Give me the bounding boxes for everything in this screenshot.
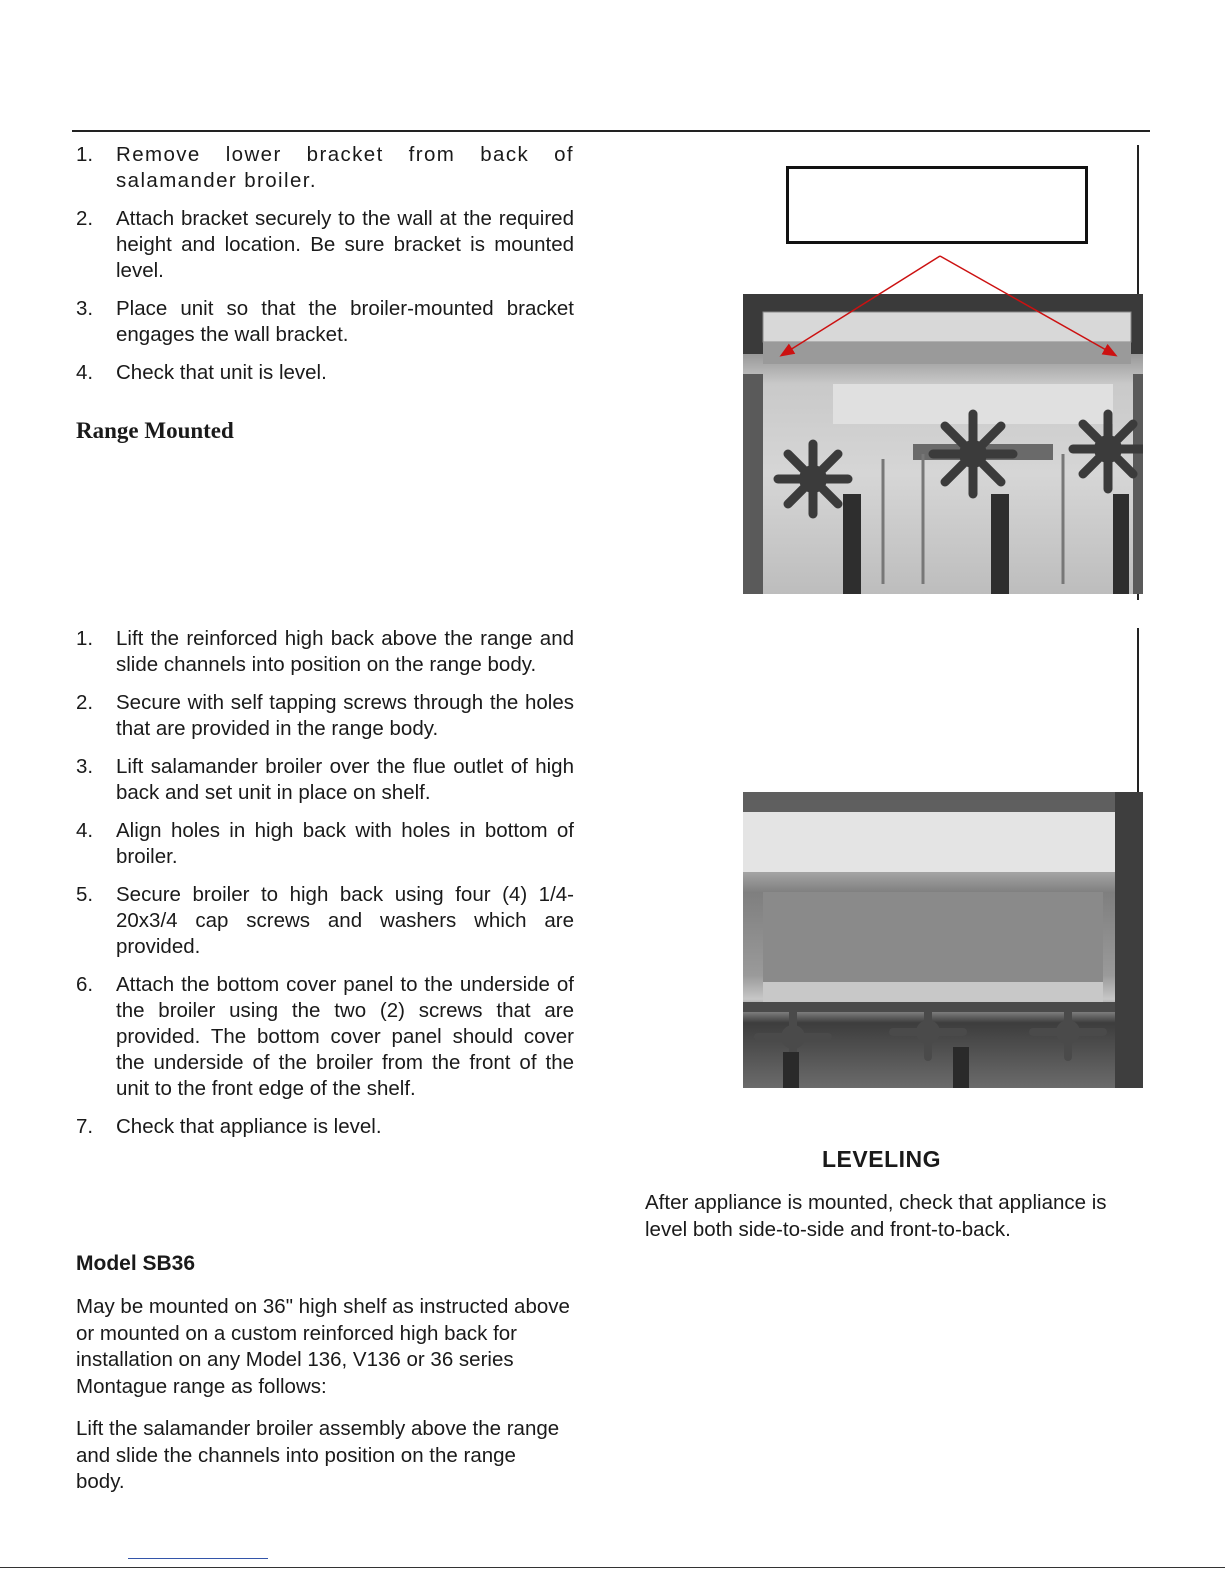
leveling-heading: LEVELING [822, 1146, 942, 1172]
range-step: 1. Lift the reinforced high back above the range and slide channels into position on the range body. [76, 627, 574, 676]
high-back-illustration [743, 792, 1143, 1088]
footer-link-rule [128, 1558, 268, 1559]
model-sb36-paragraph: Lift the salamander broiler assembly above the range and slide the channels into position on the range body. [76, 1417, 560, 1493]
range-step: 6. Attach the bottom cover panel to the underside of the broiler using the two (2) screws that are provided. The bottom cover panel should cover the underside of the broiler from the front of the unit to the front edge of the shelf. [76, 973, 574, 1100]
range-step: 7. Check that appliance is level. [76, 1115, 382, 1138]
bottom-rule [0, 1567, 1225, 1568]
leveling-paragraph: After appliance is mounted, check that appliance is level both side-to-side and front-to-back. [645, 1191, 1107, 1241]
range-step: 5. Secure broiler to high back using four (4) 1/4-20x3/4 cap screws and washers which are provided. [76, 883, 574, 958]
range-mounted-heading: Range Mounted [76, 418, 234, 443]
wall-step: 1. Remove lower bracket from back of salamander broiler. [76, 143, 574, 192]
wall-step: 3. Place unit so that the broiler-mounted bracket engages the wall bracket. [76, 297, 574, 346]
model-sb36-paragraph: May be mounted on 36" high shelf as instructed above or mounted on a custom reinforced high back for installation on any Model 136, V136 or 36 series Montague range as follows: [76, 1295, 570, 1398]
range-step: 4. Align holes in high back with holes in bottom of broiler. [76, 819, 574, 868]
wall-step: 2. Attach bracket securely to the wall at the required height and location. Be sure bracket is mounted level. [76, 207, 574, 282]
figure-border-line [1137, 628, 1139, 798]
range-step: 2. Secure with self tapping screws through the holes that are provided in the range body. [76, 691, 574, 740]
wall-step: 4. Check that unit is level. [76, 361, 327, 384]
range-step: 3. Lift salamander broiler over the flue outlet of high back and set unit in place on shelf. [76, 755, 574, 804]
model-sb36-heading: Model SB36 [76, 1252, 196, 1275]
high-back-photo [743, 792, 1143, 1088]
